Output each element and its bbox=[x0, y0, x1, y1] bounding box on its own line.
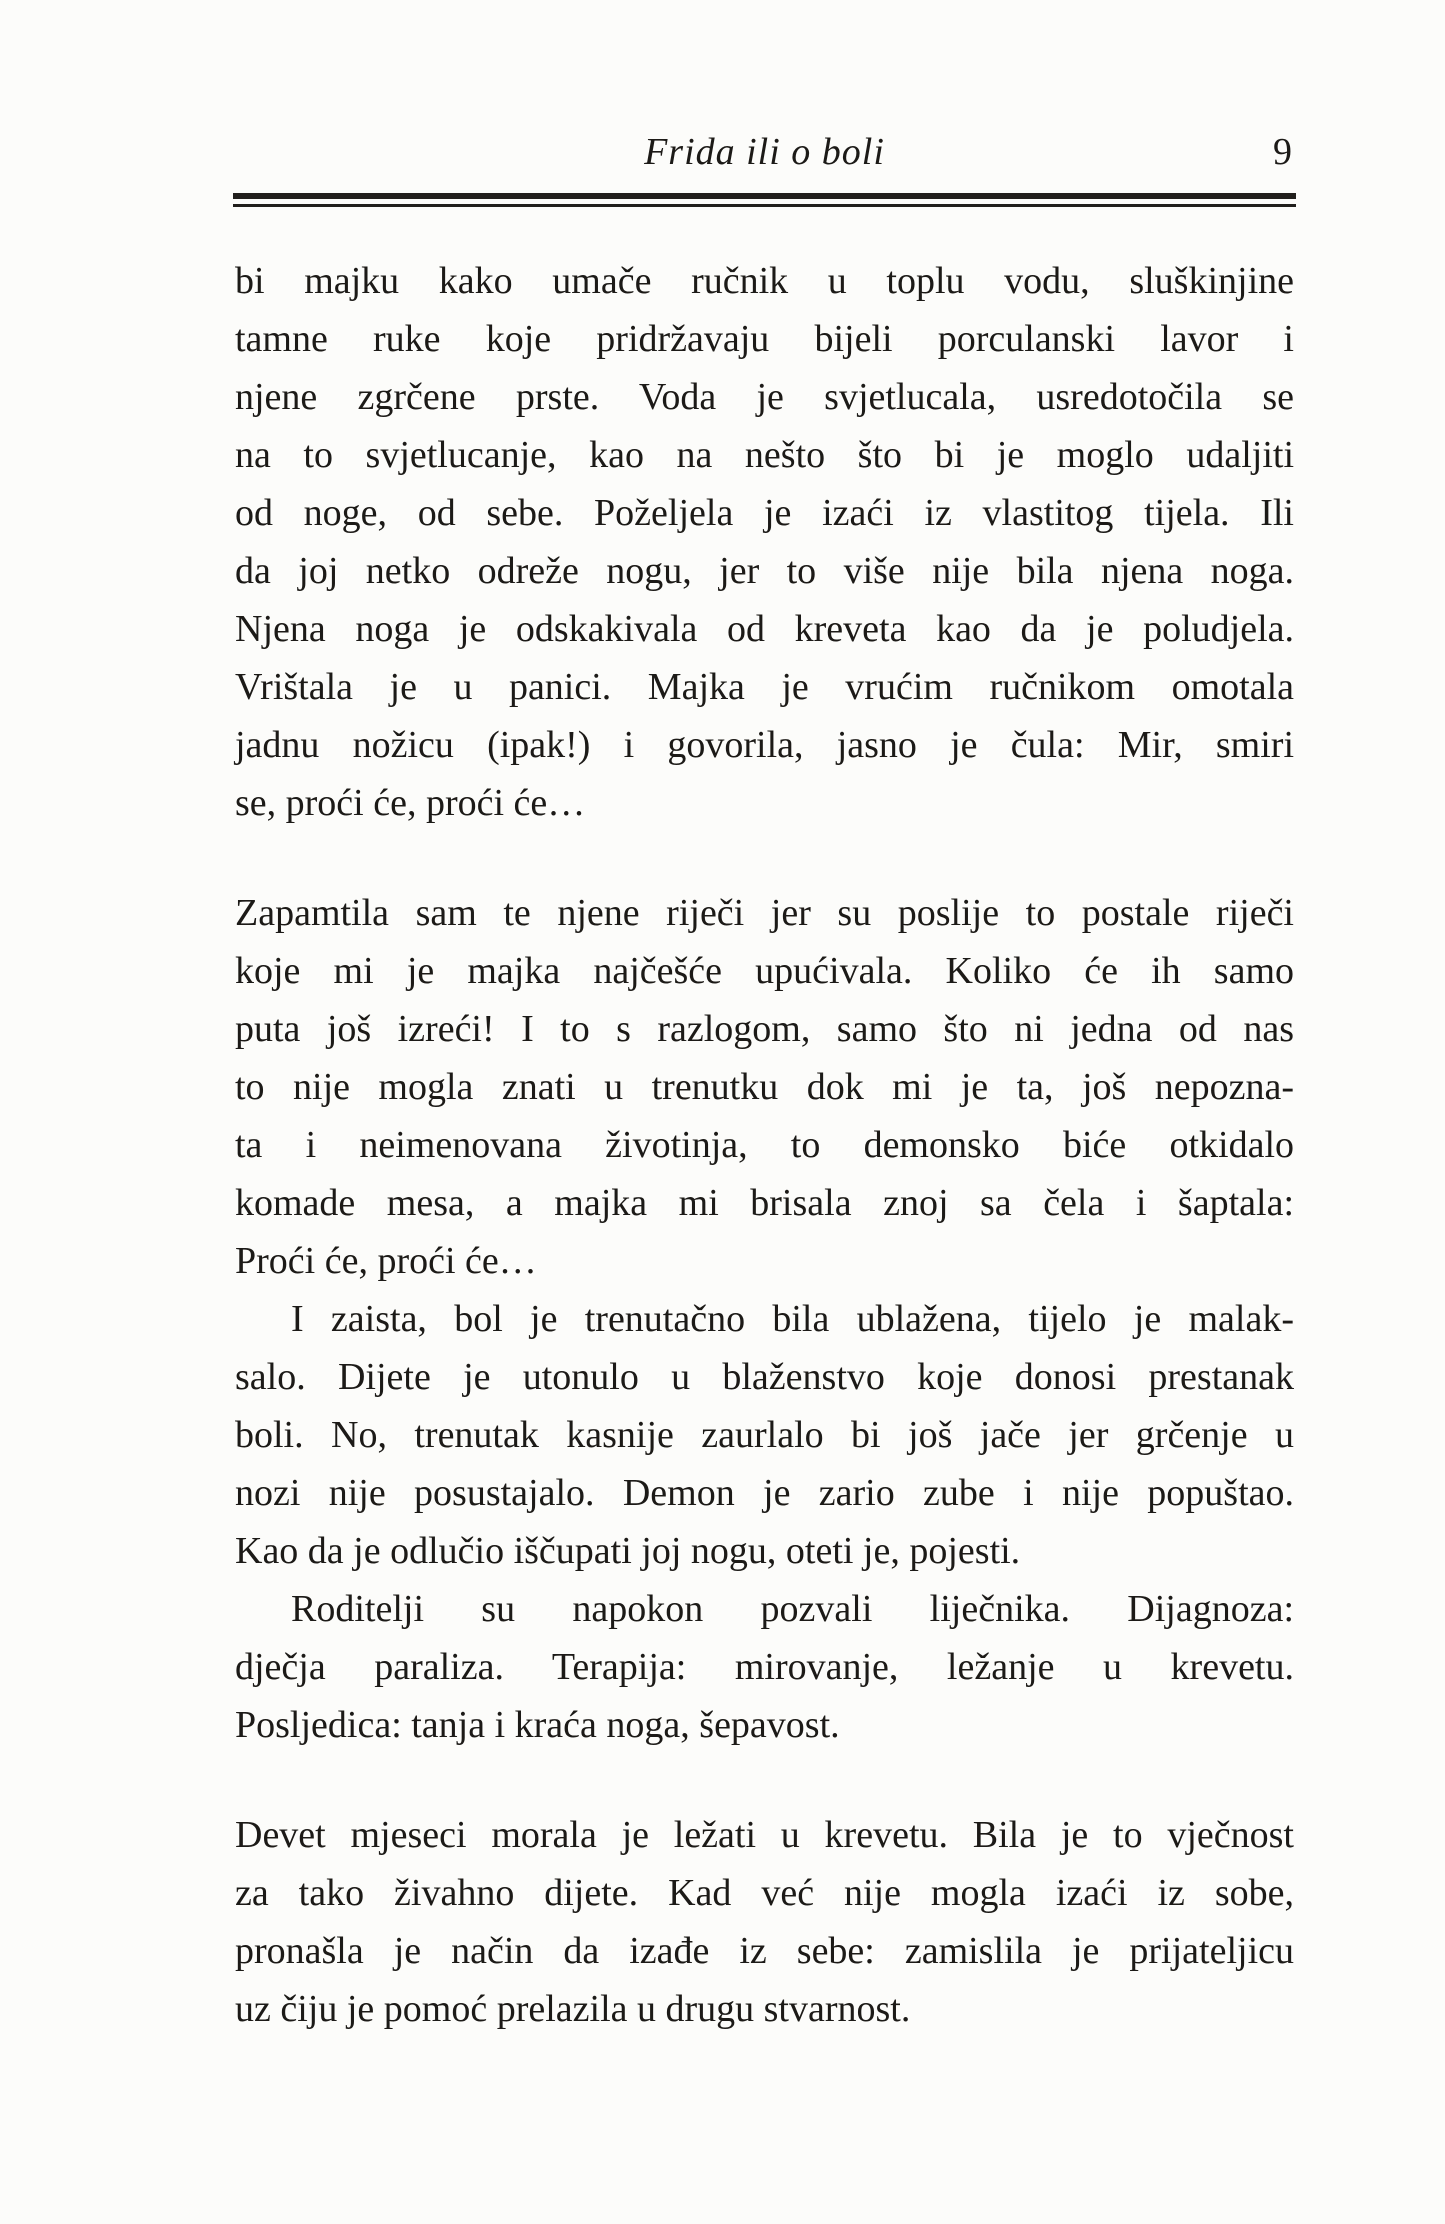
body-text bbox=[235, 252, 1294, 2038]
text-line: jadnu nožicu (ipak!) i govorila, jasno je čula: Mir, smiri bbox=[235, 724, 1294, 766]
text-line: Devet mjeseci morala je ležati u krevetu. Bila je to vječnost bbox=[235, 1814, 1294, 1856]
header-rule-thick bbox=[233, 193, 1296, 199]
text-line: od noge, od sebe. Poželjela je izaći iz vlastitog tijela. Ili bbox=[235, 492, 1294, 534]
text-line: I zaista, bol je trenutačno bila ublažena, tijelo je malak- bbox=[291, 1298, 1294, 1340]
page-number: 9 bbox=[1273, 131, 1292, 173]
text-line: Proći će, proći će… bbox=[235, 1240, 537, 1282]
text-line: Vrištala je u panici. Majka je vrućim ručnikom omotala bbox=[235, 666, 1294, 708]
running-header-title: Frida ili o boli bbox=[644, 131, 885, 173]
text-line: uz čiju je pomoć prelazila u drugu stvarnost. bbox=[235, 1988, 911, 2030]
text-line: Posljedica: tanja i kraća noga, šepavost. bbox=[235, 1704, 840, 1746]
text-line: se, proći će, proći će… bbox=[235, 782, 586, 824]
text-line: salo. Dijete je utonulo u blaženstvo koje donosi prestanak bbox=[235, 1356, 1294, 1398]
text-line: na to svjetlucanje, kao na nešto što bi je moglo udaljiti bbox=[235, 434, 1294, 476]
text-line: dječja paraliza. Terapija: mirovanje, ležanje u krevetu. bbox=[235, 1646, 1294, 1688]
text-line: njene zgrčene prste. Voda je svjetlucala, usredotočila se bbox=[235, 376, 1294, 418]
paragraph bbox=[235, 252, 1294, 832]
text-line: to nije mogla znati u trenutku dok mi je ta, još nepozna- bbox=[235, 1066, 1294, 1108]
text-line: Zapamtila sam te njene riječi jer su poslije to postale riječi bbox=[235, 892, 1294, 934]
text-line: za tako živahno dijete. Kad već nije mogla izaći iz sobe, bbox=[235, 1872, 1294, 1914]
text-line: boli. No, trenutak kasnije zaurlalo bi još jače jer grčenje u bbox=[235, 1414, 1294, 1456]
text-line: komade mesa, a majka mi brisala znoj sa čela i šaptala: bbox=[235, 1182, 1294, 1224]
text-line: Kao da je odlučio iščupati joj nogu, oteti je, pojesti. bbox=[235, 1530, 1021, 1572]
text-line: puta još izreći! I to s razlogom, samo što ni jedna od nas bbox=[235, 1008, 1294, 1050]
text-line: nozi nije posustajalo. Demon je zario zube i nije popuštao. bbox=[235, 1472, 1294, 1514]
text-line: bi majku kako umače ručnik u toplu vodu, sluškinjine bbox=[235, 260, 1294, 302]
text-line: koje mi je majka najčešće upućivala. Koliko će ih samo bbox=[235, 950, 1294, 992]
text-line: da joj netko odreže nogu, jer to više nije bila njena noga. bbox=[235, 550, 1294, 592]
paragraph bbox=[235, 1806, 1294, 2038]
text-line: pronašla je način da izađe iz sebe: zamislila je prijateljicu bbox=[235, 1930, 1294, 1972]
header-rule-thin bbox=[233, 204, 1296, 207]
text-line: Roditelji su napokon pozvali liječnika. Dijagnoza: bbox=[291, 1588, 1294, 1630]
text-line: Njena noga je odskakivala od kreveta kao da je poludjela. bbox=[235, 608, 1294, 650]
paragraph bbox=[235, 1290, 1294, 1580]
paragraph bbox=[235, 884, 1294, 1290]
text-line: tamne ruke koje pridržavaju bijeli porculanski lavor i bbox=[235, 318, 1294, 360]
paragraph bbox=[235, 1580, 1294, 1754]
text-line: ta i neimenovana životinja, to demonsko biće otkidalo bbox=[235, 1124, 1294, 1166]
running-header bbox=[235, 128, 1294, 178]
